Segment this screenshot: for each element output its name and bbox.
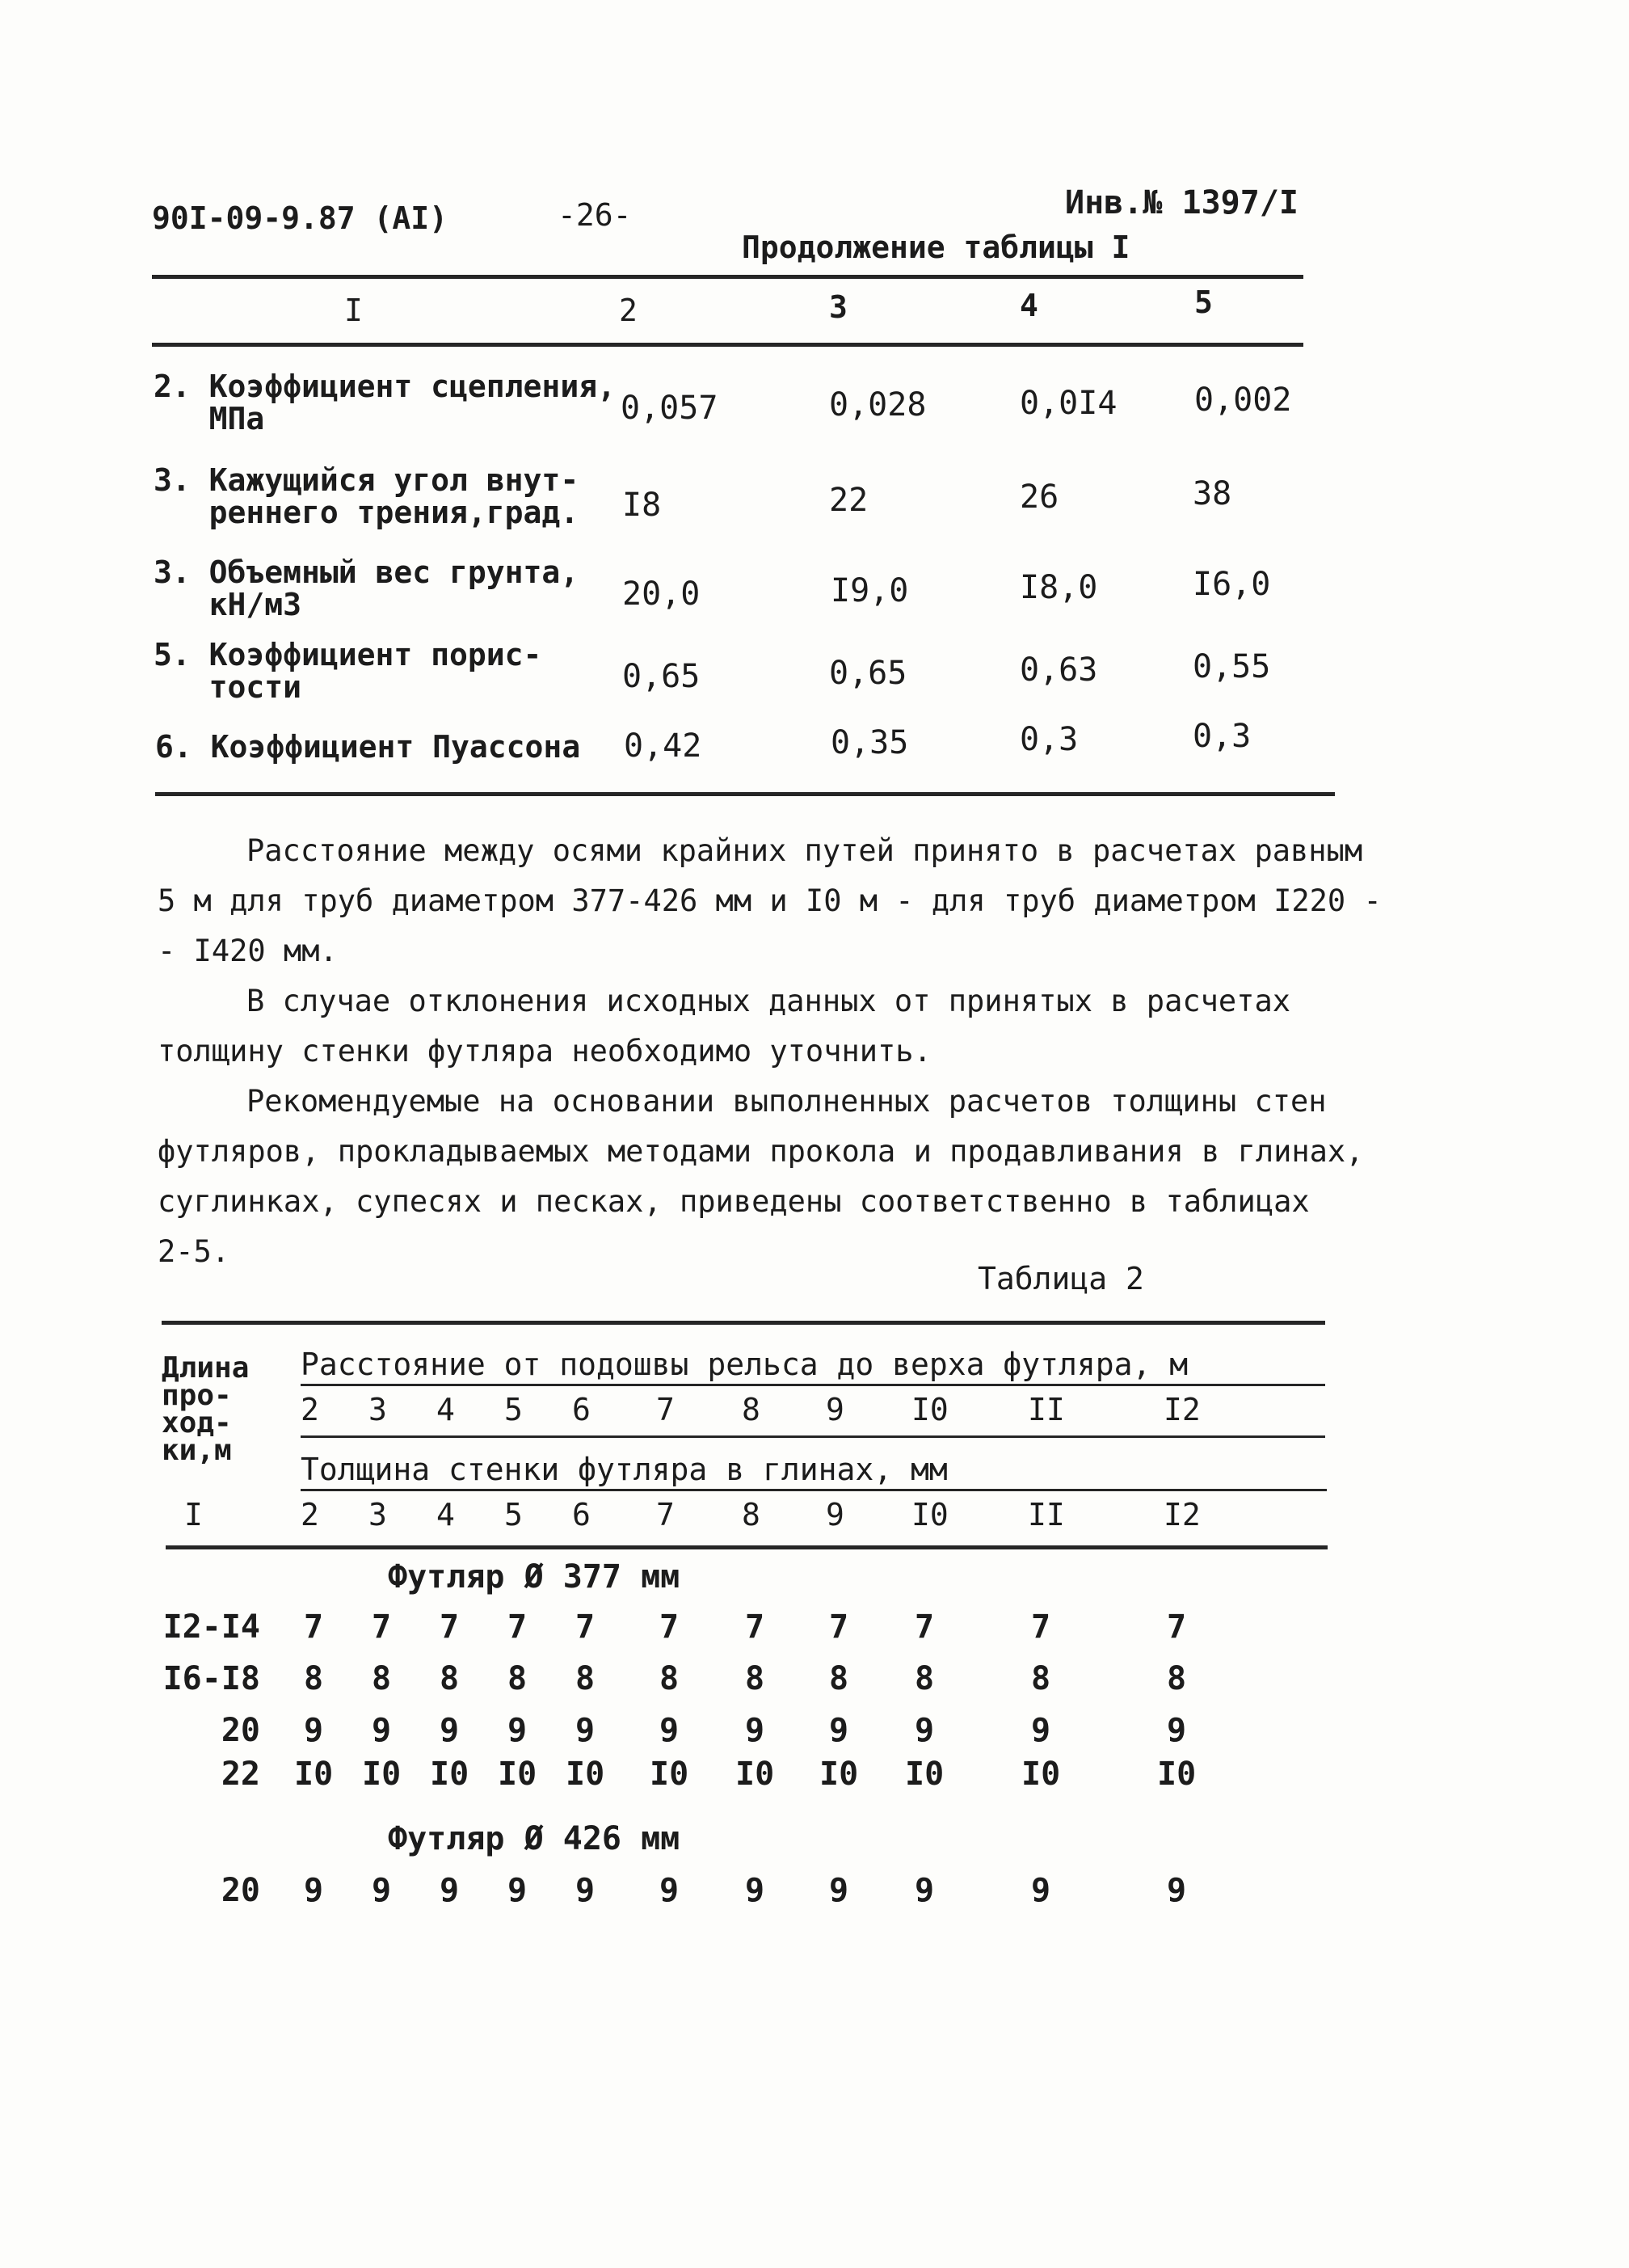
column-index: 8 — [742, 1497, 760, 1532]
document-code: 90I-09-9.87 (AI) — [152, 200, 448, 236]
table-1-row-label: 3. Объемный вес грунта, кН/м3 — [154, 554, 579, 622]
thickness-cell: 9 — [745, 1872, 765, 1909]
thickness-cell: I0 — [498, 1756, 537, 1793]
text-line: Расстояние между осями крайних путей принято в расчетах равным — [246, 833, 1363, 868]
table-1-cell: 0,028 — [829, 386, 927, 424]
thickness-cell: 9 — [575, 1872, 596, 1909]
thickness-cell: 9 — [915, 1712, 935, 1749]
thickness-cell: 8 — [745, 1660, 765, 1697]
table-1-cell: I6,0 — [1193, 566, 1271, 603]
corner-label-line: Длина — [162, 1351, 250, 1385]
table-2-title: Таблица 2 — [978, 1261, 1144, 1296]
table-1-cell: 38 — [1193, 475, 1232, 512]
thickness-cell: 9 — [1167, 1872, 1187, 1909]
table-2-corner-label — [162, 1351, 250, 1467]
pipe-length: I2-I4 — [162, 1608, 260, 1646]
table-1-col-header: 2 — [619, 293, 638, 328]
distance-value: I0 — [911, 1392, 949, 1427]
thickness-cell: I0 — [430, 1756, 469, 1793]
thickness-cell: 7 — [440, 1608, 460, 1646]
text-line: суглинках, супесях и песках, приведены соответственно в таблицах — [158, 1184, 1310, 1219]
column-index: I — [184, 1497, 203, 1532]
table-1-cell: 0,3 — [1193, 718, 1252, 755]
distance-value: 8 — [742, 1392, 760, 1427]
thickness-cell: I0 — [362, 1756, 402, 1793]
distance-value: 2 — [301, 1392, 319, 1427]
thickness-header-rule — [301, 1489, 1327, 1491]
thickness-cell: 7 — [745, 1608, 765, 1646]
column-index: 5 — [504, 1497, 523, 1532]
table-1-cell: I8 — [622, 487, 662, 524]
thickness-cell: I0 — [905, 1756, 945, 1793]
thickness-cell: 8 — [915, 1660, 935, 1697]
table-1-cell: 0,057 — [621, 390, 718, 427]
distance-value: I2 — [1164, 1392, 1201, 1427]
table-1-top-rule — [152, 275, 1303, 279]
thickness-cell: 7 — [575, 1608, 596, 1646]
thickness-cell: 9 — [829, 1712, 849, 1749]
column-index: 6 — [572, 1497, 591, 1532]
thickness-cell: 9 — [745, 1712, 765, 1749]
thickness-cell: 7 — [659, 1608, 680, 1646]
thickness-cell: I0 — [735, 1756, 775, 1793]
text-line: Рекомендуемые на основании выполненных расчетов толщины стен — [246, 1084, 1327, 1119]
column-index: 7 — [656, 1497, 675, 1532]
thickness-cell: 9 — [507, 1712, 528, 1749]
column-index: 3 — [368, 1497, 387, 1532]
column-index: 4 — [436, 1497, 455, 1532]
table-1-cell: 0,65 — [622, 658, 701, 695]
table-1-row-label: 2. Коэффициент сцепления, МПа — [154, 369, 616, 436]
text-line: 2-5. — [158, 1234, 230, 1269]
distance-values-rule — [301, 1435, 1325, 1438]
thickness-cell: 9 — [440, 1872, 460, 1909]
thickness-cell: 7 — [304, 1608, 324, 1646]
pipe-length: I6-I8 — [162, 1660, 260, 1697]
thickness-cell: I0 — [566, 1756, 605, 1793]
thickness-cell: 9 — [440, 1712, 460, 1749]
casing-group-title: Футляр Ø 426 мм — [388, 1820, 680, 1857]
thickness-cell: 8 — [829, 1660, 849, 1697]
corner-label-line: про- — [162, 1379, 232, 1412]
distance-header-rule — [301, 1384, 1325, 1386]
thickness-cell: I0 — [294, 1756, 334, 1793]
table-1-cell: I8,0 — [1020, 569, 1098, 606]
table-1-bottom-rule — [155, 792, 1335, 796]
thickness-cell: 9 — [659, 1872, 680, 1909]
text-line: - I420 мм. — [158, 934, 338, 968]
thickness-cell: I0 — [650, 1756, 689, 1793]
thickness-cell: 7 — [507, 1608, 528, 1646]
thickness-cell: 9 — [1031, 1872, 1051, 1909]
table-1-col-header: 4 — [1020, 288, 1038, 323]
table-1-cell: I9,0 — [831, 572, 909, 609]
table-1-cell: 0,35 — [831, 724, 909, 761]
thickness-cell: 7 — [915, 1608, 935, 1646]
thickness-cell: 8 — [304, 1660, 324, 1697]
thickness-cell: 8 — [575, 1660, 596, 1697]
text-line: В случае отклонения исходных данных от принятых в расчетах — [246, 984, 1291, 1018]
thickness-cell: 8 — [372, 1660, 392, 1697]
thickness-cell: 7 — [829, 1608, 849, 1646]
table-1-cell: 0,42 — [624, 727, 702, 765]
page-number: -26- — [558, 197, 632, 233]
distance-value: II — [1028, 1392, 1065, 1427]
distance-header: Расстояние от подошвы рельса до верха футляра, м — [301, 1347, 1189, 1382]
distance-value: 3 — [368, 1392, 387, 1427]
table-1-cell: 0,63 — [1020, 651, 1098, 689]
inventory-number: Инв.№ 1397/I — [1065, 184, 1299, 221]
thickness-cell: 9 — [304, 1712, 324, 1749]
thickness-cell: 9 — [372, 1872, 392, 1909]
body-text — [158, 826, 1382, 1277]
paragraph-distance — [158, 826, 1382, 976]
table-2-header-bottom-rule — [166, 1545, 1328, 1549]
column-index: 9 — [826, 1497, 844, 1532]
thickness-cell: 9 — [915, 1872, 935, 1909]
thickness-cell: I0 — [1021, 1756, 1061, 1793]
table-continuation-title: Продолжение таблицы I — [742, 230, 1130, 265]
text-line: 5 м для труб диаметром 377-426 мм и I0 м - для труб диаметром I220 - — [158, 883, 1382, 918]
distance-value: 4 — [436, 1392, 455, 1427]
column-index: 2 — [301, 1497, 319, 1532]
thickness-cell: 7 — [1167, 1608, 1187, 1646]
thickness-cell: 9 — [829, 1872, 849, 1909]
distance-value: 6 — [572, 1392, 591, 1427]
table-1-cell: 0,65 — [829, 655, 907, 692]
distance-value: 5 — [504, 1392, 523, 1427]
thickness-cell: I0 — [819, 1756, 859, 1793]
pipe-length: 20 — [221, 1712, 260, 1749]
table-1-cell: 0,002 — [1194, 382, 1292, 419]
text-line: толщину стенки футляра необходимо уточнить. — [158, 1034, 932, 1069]
thickness-cell: 9 — [1031, 1712, 1051, 1749]
table-2-top-rule — [162, 1321, 1325, 1325]
table-1-col-header: 5 — [1194, 285, 1213, 320]
text-line: футляров, прокладываемых методами прокола и продавливания в глинах, — [158, 1134, 1364, 1169]
thickness-cell: I0 — [1157, 1756, 1197, 1793]
table-1-row-label: 3. Кажущийся угол внут- реннего трения,град. — [154, 462, 579, 530]
corner-label-line: ки,м — [162, 1434, 232, 1467]
column-index: I0 — [911, 1497, 949, 1532]
table-1-cell: 22 — [829, 482, 869, 519]
thickness-header: Толщина стенки футляра в глинах, мм — [301, 1452, 948, 1487]
table-1-header-rule — [152, 343, 1303, 347]
thickness-cell: 8 — [1167, 1660, 1187, 1697]
thickness-cell: 9 — [507, 1872, 528, 1909]
table-1-row-label: 6. Коэффициент Пуассона — [155, 729, 581, 765]
thickness-cell: 8 — [507, 1660, 528, 1697]
table-1-cell: 0,3 — [1020, 721, 1079, 758]
table-1-cell: 0,0I4 — [1020, 385, 1118, 422]
table-1-col-header: 3 — [829, 289, 848, 325]
paragraph-deviation — [158, 976, 1329, 1077]
thickness-cell: 9 — [1167, 1712, 1187, 1749]
distance-value: 9 — [826, 1392, 844, 1427]
pipe-length: 22 — [221, 1756, 260, 1793]
thickness-cell: 9 — [659, 1712, 680, 1749]
thickness-cell: 8 — [1031, 1660, 1051, 1697]
table-1-cell: 20,0 — [622, 575, 701, 613]
column-index: I2 — [1164, 1497, 1201, 1532]
thickness-cell: 8 — [440, 1660, 460, 1697]
casing-group-title: Футляр Ø 377 мм — [388, 1558, 680, 1596]
table-1-col-header: I — [344, 293, 363, 328]
thickness-cell: 8 — [659, 1660, 680, 1697]
thickness-cell: 7 — [372, 1608, 392, 1646]
corner-label-line: ход- — [162, 1406, 232, 1440]
paragraph-recommendation — [158, 1077, 1364, 1277]
thickness-cell: 7 — [1031, 1608, 1051, 1646]
column-index: II — [1028, 1497, 1065, 1532]
table-1-cell: 26 — [1020, 478, 1059, 516]
thickness-cell: 9 — [372, 1712, 392, 1749]
table-1-cell: 0,55 — [1193, 648, 1271, 685]
thickness-cell: 9 — [304, 1872, 324, 1909]
thickness-cell: 9 — [575, 1712, 596, 1749]
table-1-row-label: 5. Коэффициент порис- тости — [154, 637, 542, 705]
pipe-length: 20 — [221, 1872, 260, 1909]
distance-value: 7 — [656, 1392, 675, 1427]
